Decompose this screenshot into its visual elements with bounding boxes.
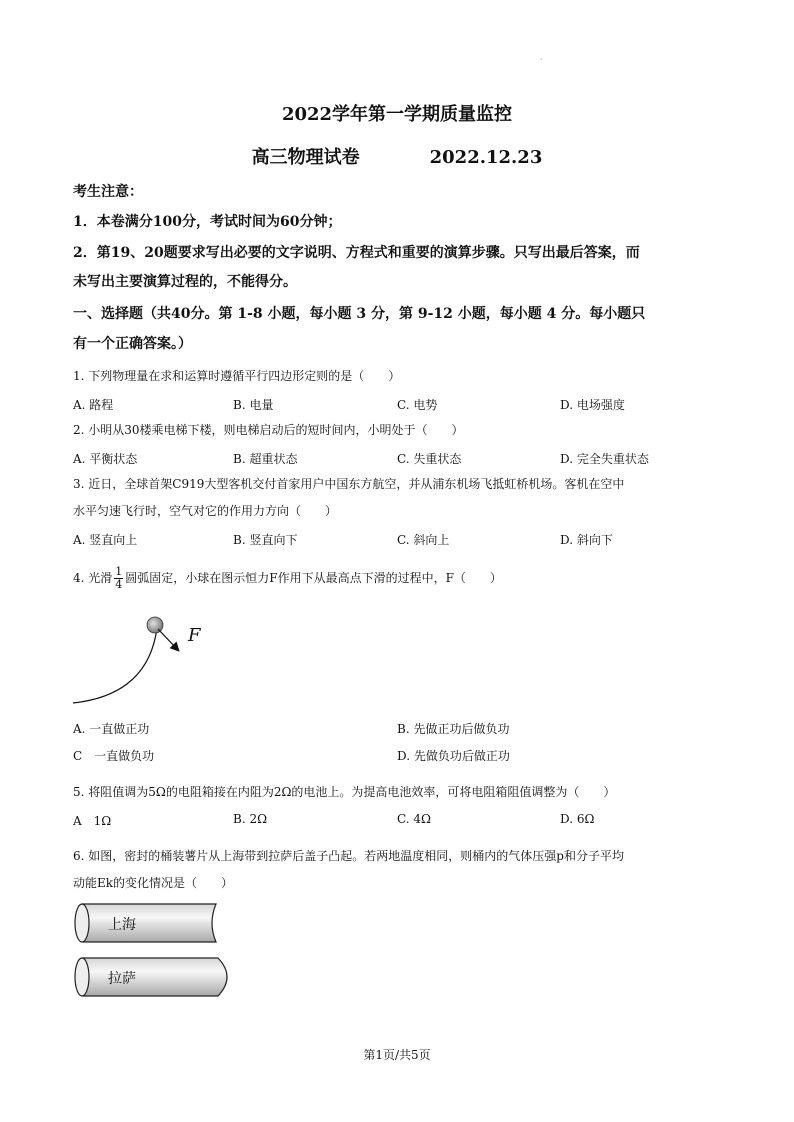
question-3-option-a: A. 竖直向上 xyxy=(73,533,138,547)
force-label: F xyxy=(188,625,201,646)
question-4-option-b: B. 先做正功后做负功 xyxy=(397,722,510,736)
question-2-stem: 2. 小明从30楼乘电梯下楼，则电梯启动后的短时间内，小明处于（ ） xyxy=(73,423,464,437)
question-5-stem: 5. 将阻值调为5Ω的电阻箱接在内阻为2Ω的电池上。为提高电池效率，可将电阻箱阻值调整为（ ） xyxy=(73,785,616,799)
question-5-option-a: A 1Ω xyxy=(73,814,112,828)
scan-speck: · xyxy=(540,55,543,64)
question-4-stem xyxy=(73,566,723,591)
label-shanghai: 上海 xyxy=(108,917,136,933)
quarter-fraction xyxy=(114,566,123,591)
can-shanghai xyxy=(75,904,216,942)
question-1-option-a: A. 路程 xyxy=(73,398,114,412)
question-1-option-d: D. 电场强度 xyxy=(560,398,625,412)
exam-date: 2022.12.23 xyxy=(429,147,543,168)
page-number: 第1页/共5页 xyxy=(363,1048,431,1062)
question-1-option-c: C. 电势 xyxy=(397,398,438,412)
notice-item-2-line-2: 未写出主要演算过程的，不能得分。 xyxy=(73,274,297,290)
subject-title: 高三物理试卷 xyxy=(251,147,360,168)
question-4-stem-post: 圆弧固定，小球在图示恒力F作用下从最高点下滑的过程中，F（ ） xyxy=(125,571,502,585)
can-lasa xyxy=(75,958,227,996)
notice-item-2-line-1: 2．第19、20题要求写出必要的文字说明、方程式和重要的演算步骤。只写出最后答案，而 xyxy=(73,245,640,261)
question-3-stem-line-2: 水平匀速飞行时，空气对它的作用力方向（ ） xyxy=(73,504,338,518)
question-4-option-c: C 一直做负功 xyxy=(73,749,155,763)
quarter-arc-diagram xyxy=(70,610,210,710)
question-6-stem-line-1: 6. 如图，密封的桶装薯片从上海带到拉萨后盖子凸起。若两地温度相同，则桶内的气体压强p和分子平均 xyxy=(73,849,624,863)
question-2-option-a: A. 平衡状态 xyxy=(73,452,138,466)
section-1-heading-line-2: 有一个正确答案。） xyxy=(73,336,192,352)
notice-heading: 考生注意： xyxy=(73,184,143,200)
question-2-option-c: C. 失重状态 xyxy=(397,452,462,466)
question-2-option-d: D. 完全失重状态 xyxy=(560,452,649,466)
question-3-option-c: C. 斜向上 xyxy=(397,533,450,547)
label-lasa: 拉萨 xyxy=(108,971,136,987)
question-6-stem-line-2: 动能Ek的变化情况是（ ） xyxy=(73,876,234,890)
force-arrow xyxy=(158,629,178,650)
question-2-option-b: B. 超重状态 xyxy=(233,452,298,466)
arc-track xyxy=(73,628,157,703)
question-3-stem-line-1: 3. 近日，全球首架C919大型客机交付首家用户中国东方航空，并从浦东机场飞抵虹桥机场。客机在空中 xyxy=(73,477,625,491)
question-3-option-d: D. 斜向下 xyxy=(560,533,613,547)
exam-subtitle xyxy=(0,143,794,169)
chip-can-diagram xyxy=(70,898,240,1008)
question-1-option-b: B. 电量 xyxy=(233,398,274,412)
question-5-option-d: D. 6Ω xyxy=(560,812,595,826)
notice-item-1: 1．本卷满分100分，考试时间为60分钟； xyxy=(73,214,342,230)
question-5-option-c: C. 4Ω xyxy=(397,812,431,826)
question-4-option-d: D. 先做负功后做正功 xyxy=(397,749,510,763)
question-3-option-b: B. 竖直向下 xyxy=(233,533,298,547)
question-1-stem: 1. 下列物理量在求和运算时遵循平行四边形定则的是（ ） xyxy=(73,369,401,383)
ball xyxy=(147,617,163,633)
exam-title: 2022学年第一学期质量监控 xyxy=(281,104,513,125)
fraction-denominator: 4 xyxy=(115,578,123,591)
fraction-numerator: 1 xyxy=(115,565,123,578)
section-1-heading-line-1: 一、选择题（共40分。第 1-8 小题，每小题 3 分，第 9-12 小题，每小题 4 分。每小题只 xyxy=(73,306,646,322)
question-4-stem-pre: 4. 光滑 xyxy=(73,571,113,585)
question-4-option-a: A. 一直做正功 xyxy=(73,722,150,736)
question-5-option-b: B. 2Ω xyxy=(233,812,268,826)
